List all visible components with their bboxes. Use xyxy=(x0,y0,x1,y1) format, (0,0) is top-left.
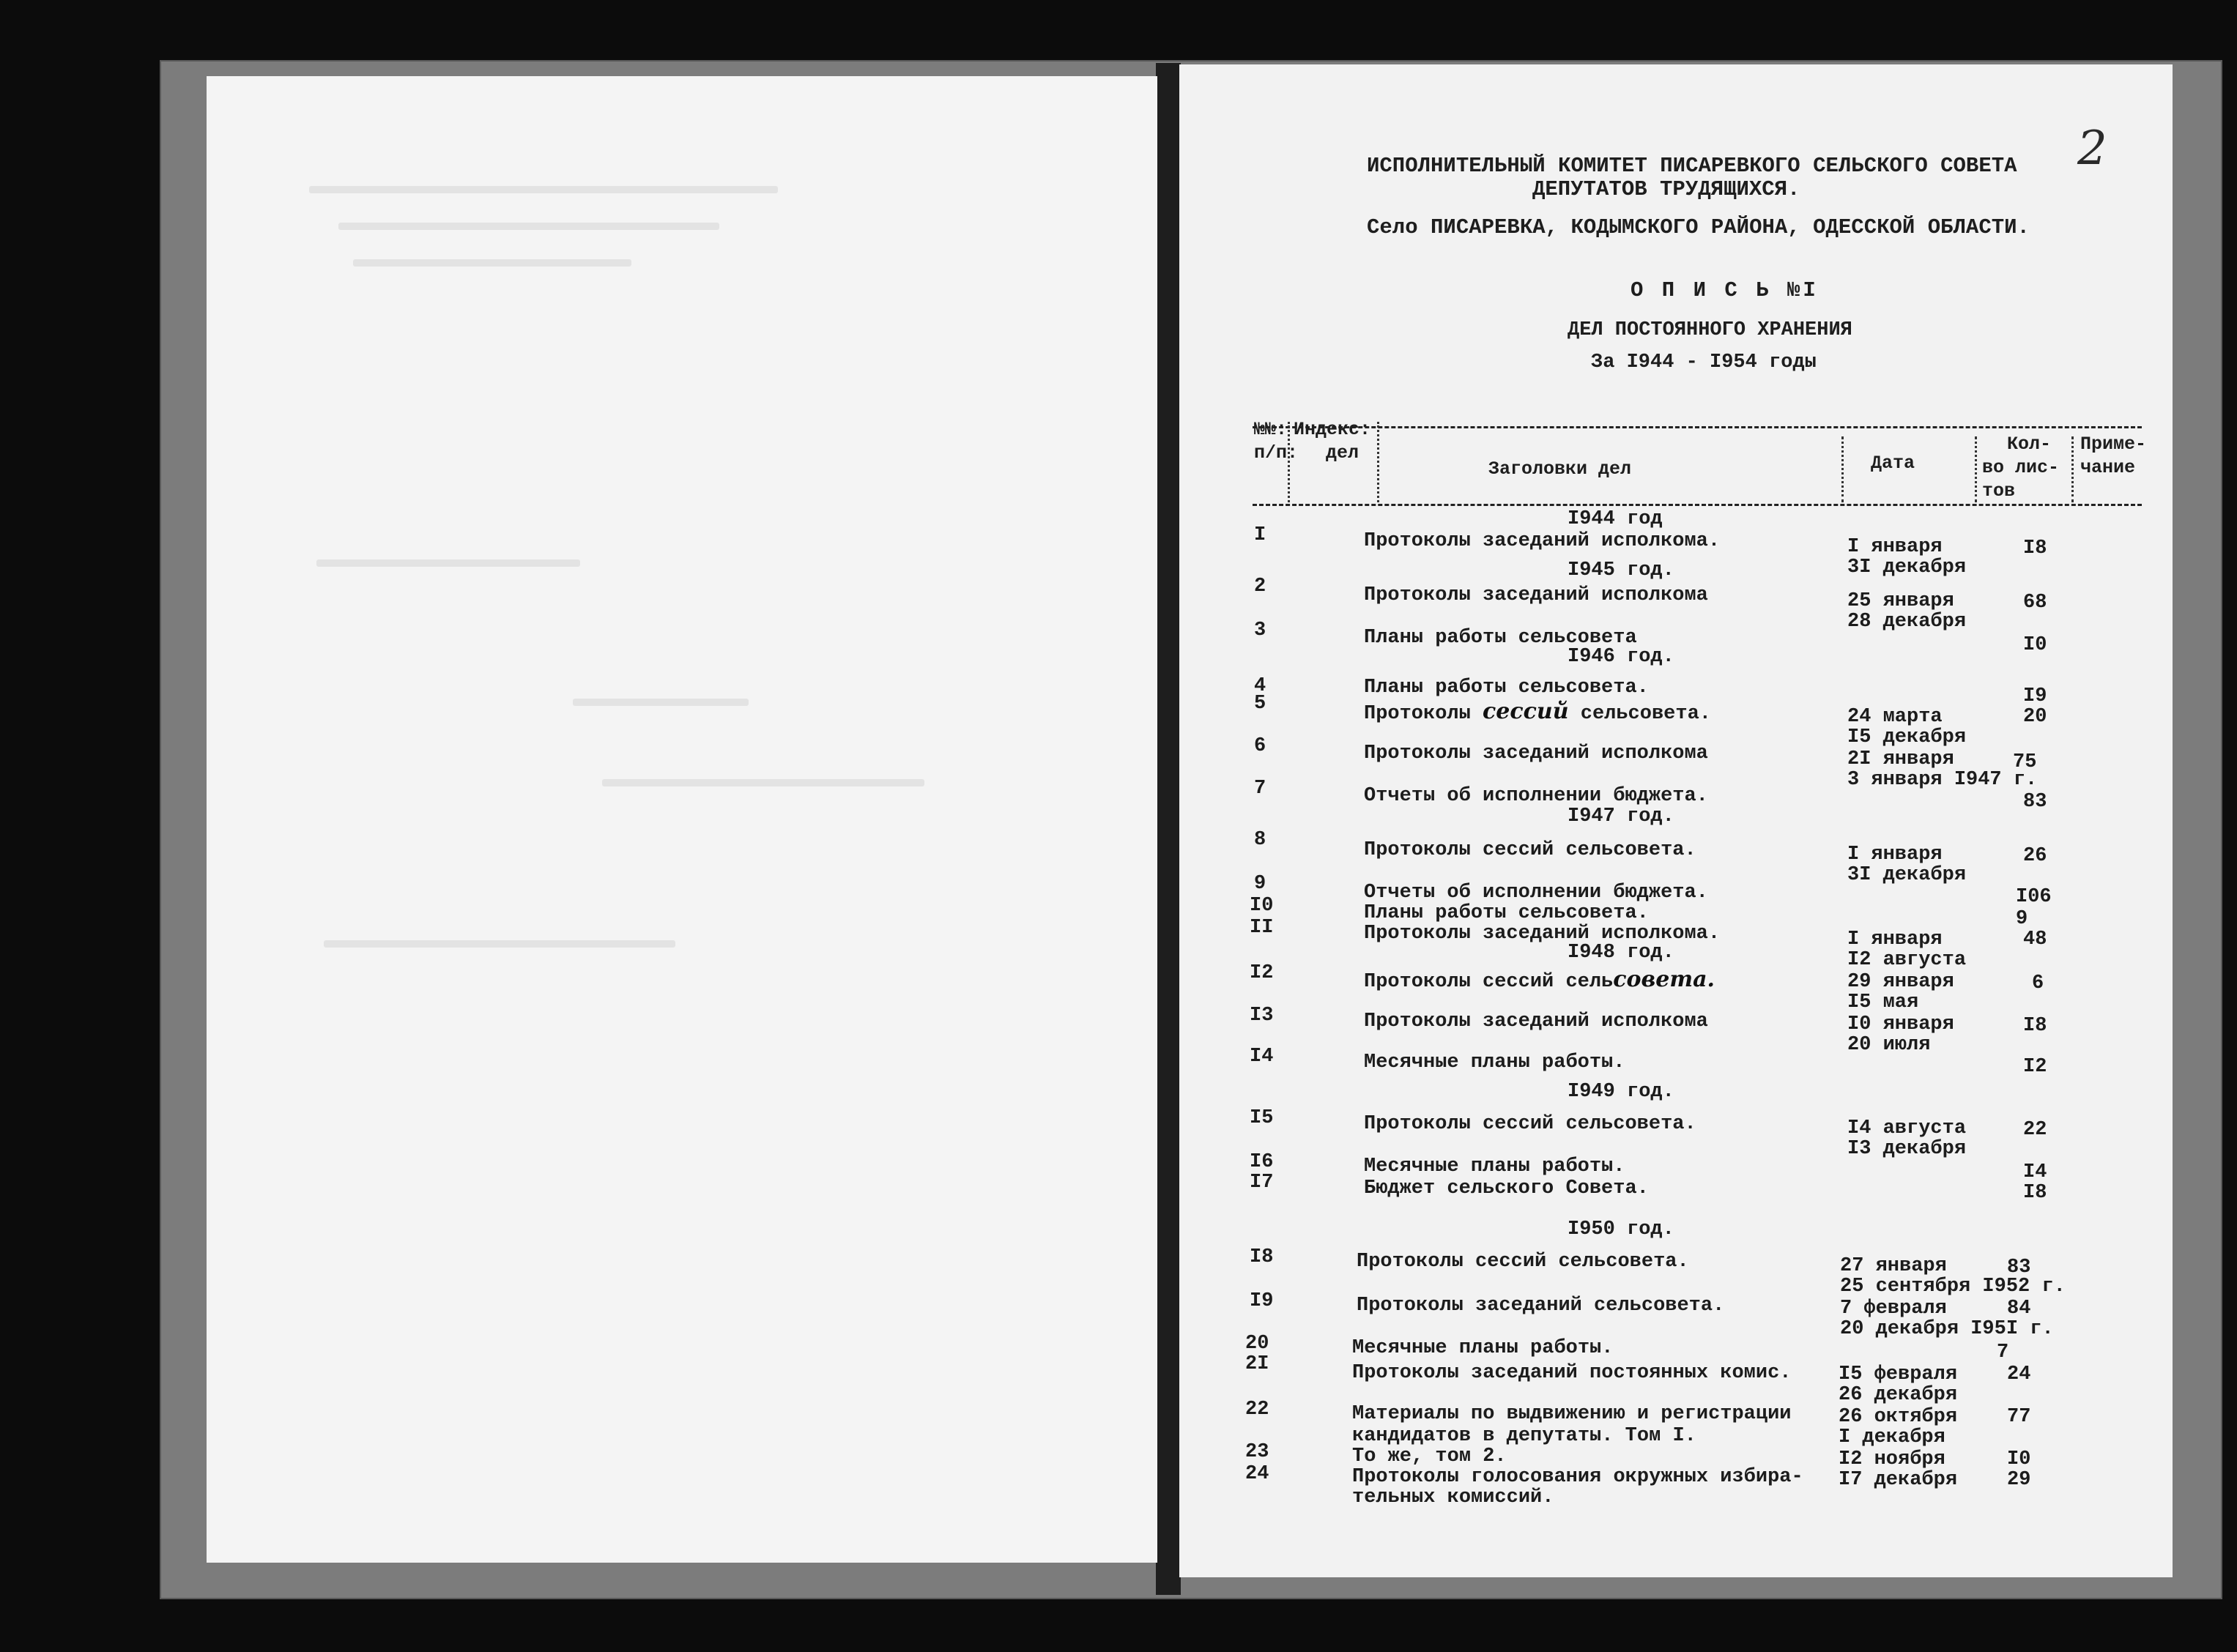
row-date-end: I5 мая xyxy=(1847,991,1919,1013)
row-date-end: I5 декабря xyxy=(1847,726,1967,748)
col-date-head: Дата xyxy=(1871,453,1915,474)
row-date-end: 26 декабря xyxy=(1839,1384,1958,1406)
row-sheet-count: 29 xyxy=(2007,1469,2031,1491)
row-title-continued: кандидатов в депутаты. Том I. xyxy=(1352,1425,1696,1447)
col-separator xyxy=(1841,436,1844,502)
bleed-through-mark xyxy=(316,559,580,567)
row-title-part: сельсовета. xyxy=(1568,703,1711,725)
left-page-blank xyxy=(207,76,1157,1563)
bleed-through-mark xyxy=(309,186,778,193)
row-title xyxy=(1364,699,1711,725)
year-heading: I950 год. xyxy=(1568,1218,1674,1240)
col-note-head-1: Приме- xyxy=(2080,434,2147,455)
row-number: 9 xyxy=(1254,873,1266,895)
row-sheet-count: 20 xyxy=(2023,706,2047,728)
row-date-start: 24 марта xyxy=(1847,706,1943,728)
row-date-start: I января xyxy=(1847,844,1943,866)
row-sheet-count: 83 xyxy=(2007,1257,2031,1279)
col-separator xyxy=(2071,436,2074,502)
binder-spine xyxy=(1156,63,1181,1595)
bleed-through-mark xyxy=(573,699,749,706)
row-date-end: I2 августа xyxy=(1847,949,1967,971)
row-number: 5 xyxy=(1254,693,1266,715)
row-title: Протоколы заседаний исполкома xyxy=(1364,743,1708,764)
row-date-start: I5 февраля xyxy=(1839,1363,1958,1385)
row-number: 20 xyxy=(1245,1333,1269,1355)
row-date-end: 3 января I947 г. xyxy=(1847,769,2038,791)
row-number: I7 xyxy=(1250,1172,1274,1194)
row-title: Протоколы сессий сельсовета. xyxy=(1364,839,1696,861)
row-title: Материалы по выдвижению и регистрации xyxy=(1352,1403,1792,1425)
row-number: 6 xyxy=(1254,735,1266,757)
row-date-start: 26 октября xyxy=(1839,1406,1958,1428)
header-line-1: ИСПОЛНИТЕЛЬНЫЙ КОМИТЕТ ПИСАРЕВКОГО СЕЛЬСКОГО СОВЕТА xyxy=(1367,154,2017,178)
col-index-head-2: дел xyxy=(1326,442,1359,464)
row-number: I4 xyxy=(1250,1046,1274,1068)
year-heading: I946 год. xyxy=(1568,646,1674,668)
row-title: Месячные планы работы. xyxy=(1364,1052,1625,1074)
row-date-start: I января xyxy=(1847,929,1943,950)
row-number: 24 xyxy=(1245,1463,1269,1485)
col-count-head-3: тов xyxy=(1982,480,2016,502)
row-date-end: 3I декабря xyxy=(1847,557,1967,578)
row-sheet-count: I2 xyxy=(2023,1056,2047,1078)
row-number: 2 xyxy=(1254,576,1266,598)
bleed-through-mark xyxy=(324,940,675,948)
row-number: I9 xyxy=(1250,1290,1274,1312)
row-sheet-count: 22 xyxy=(2023,1119,2047,1141)
row-number: 22 xyxy=(1245,1399,1269,1421)
row-title: Отчеты об исполнении бюджета. xyxy=(1364,882,1708,904)
bleed-through-mark xyxy=(602,779,924,786)
page-number: 2 xyxy=(2077,122,2107,176)
row-date-end: 20 июля xyxy=(1847,1034,1931,1056)
row-title: Бюджет сельского Совета. xyxy=(1364,1177,1649,1199)
document-subtitle: ДЕЛ ПОСТОЯННОГО ХРАНЕНИЯ xyxy=(1568,319,1852,341)
row-number: 7 xyxy=(1254,778,1266,800)
row-title-part: Протоколы сессий сель xyxy=(1364,971,1614,993)
row-title: Отчеты об исполнении бюджета. xyxy=(1364,785,1708,807)
row-date-start: I7 декабря xyxy=(1839,1469,1958,1491)
row-date-end: I3 декабря xyxy=(1847,1138,1967,1160)
row-sheet-count: 24 xyxy=(2007,1363,2031,1385)
row-sheet-count: 9 xyxy=(2016,908,2028,930)
col-index-head-1: Индекс: xyxy=(1294,419,1371,440)
row-title: Протоколы заседаний исполкома xyxy=(1364,584,1708,606)
row-number: I3 xyxy=(1250,1005,1274,1027)
row-sheet-count: I8 xyxy=(2023,1015,2047,1037)
row-date-end: 20 декабря I95I г. xyxy=(1840,1318,2054,1340)
row-title: Планы работы сельсовета. xyxy=(1364,902,1649,924)
row-date-start: 29 января xyxy=(1847,971,1954,993)
header-line-3: Село ПИСАРЕВКА, КОДЫМСКОГО РАЙОНА, ОДЕССКОЙ ОБЛАСТИ. xyxy=(1367,215,2030,239)
row-title: Протоколы заседаний постоянных комис. xyxy=(1352,1362,1792,1384)
bleed-through-mark xyxy=(338,223,719,230)
col-separator xyxy=(1377,422,1379,502)
row-sheet-count: I8 xyxy=(2023,537,2047,559)
year-heading: I945 год. xyxy=(1568,559,1674,581)
row-sheet-count: 84 xyxy=(2007,1298,2031,1320)
bleed-through-mark xyxy=(353,259,631,267)
row-date-end: 3I декабря xyxy=(1847,864,1967,886)
table-top-rule xyxy=(1253,426,2142,428)
row-date-end: I декабря xyxy=(1839,1426,1945,1448)
row-sheet-count: 77 xyxy=(2007,1406,2031,1428)
header-line-2: ДЕПУТАТОВ ТРУДЯЩИХСЯ. xyxy=(1532,177,1800,201)
row-number: 23 xyxy=(1245,1441,1269,1463)
col-number-head-2: п/п: xyxy=(1254,442,1299,464)
row-number: I5 xyxy=(1250,1107,1274,1129)
year-heading: I944 год xyxy=(1568,508,1663,530)
document-title: О П И С Ь №I xyxy=(1631,278,1819,302)
table-header-rule xyxy=(1253,504,2142,506)
col-title-head: Заголовки дел xyxy=(1488,458,1632,480)
row-sheet-count: I8 xyxy=(2023,1182,2047,1204)
row-number: 2I xyxy=(1245,1353,1269,1375)
row-number: 4 xyxy=(1254,675,1266,697)
row-number: I xyxy=(1254,524,1266,546)
row-date-start: I4 августа xyxy=(1847,1117,1967,1139)
col-note-head-2: чание xyxy=(2080,457,2136,478)
row-title: Протоколы заседаний сельсовета. xyxy=(1357,1295,1725,1317)
row-number: I6 xyxy=(1250,1151,1274,1173)
row-number: I8 xyxy=(1250,1246,1274,1268)
row-title: Месячные планы работы. xyxy=(1352,1337,1614,1359)
col-separator xyxy=(1288,422,1290,502)
col-count-head-1: Кол- xyxy=(2007,434,2052,455)
row-number: I2 xyxy=(1250,962,1274,984)
year-heading: I949 год. xyxy=(1568,1081,1674,1103)
row-date-end: 25 сентября I952 г. xyxy=(1840,1276,2066,1298)
row-sheet-count: I9 xyxy=(2023,685,2047,707)
row-title-continued: тельных комиссий. xyxy=(1352,1487,1554,1508)
row-sheet-count: I06 xyxy=(2016,886,2052,908)
row-title: Протоколы заседаний исполкома. xyxy=(1364,530,1721,552)
row-title: Протоколы заседаний исполкома. xyxy=(1364,923,1721,945)
row-date-start: 7 февраля xyxy=(1840,1298,1947,1320)
row-sheet-count: 83 xyxy=(2023,791,2047,813)
row-sheet-count: 6 xyxy=(2032,972,2044,994)
row-date-end: 28 декабря xyxy=(1847,611,1967,633)
row-title: Протоколы сессий сельсовета. xyxy=(1357,1251,1689,1273)
row-number: I0 xyxy=(1250,895,1274,917)
row-title: То же, том 2. xyxy=(1352,1446,1507,1467)
row-title: Протоколы сессий сельсовета. xyxy=(1364,1113,1696,1135)
year-heading: I947 год. xyxy=(1568,805,1674,827)
col-number-head-1: №№: xyxy=(1254,419,1288,440)
col-count-head-2: во лис- xyxy=(1982,457,2060,478)
row-sheet-count: I0 xyxy=(2023,634,2047,656)
row-date-start: I0 января xyxy=(1847,1013,1954,1035)
row-sheet-count: 26 xyxy=(2023,845,2047,867)
handwritten-correction: совета. xyxy=(1613,967,1715,992)
row-title: Планы работы сельсовета xyxy=(1364,627,1637,649)
row-title-part: Протоколы xyxy=(1364,703,1483,725)
row-date-start: 27 января xyxy=(1840,1255,1947,1277)
row-number: 3 xyxy=(1254,620,1266,641)
handwritten-correction: сессий xyxy=(1483,699,1569,724)
row-number: II xyxy=(1250,917,1274,939)
year-heading: I948 год. xyxy=(1568,942,1674,964)
row-date-start: I2 ноября xyxy=(1839,1448,1945,1470)
row-title: Протоколы голосования окружных избира- xyxy=(1352,1466,1803,1488)
row-title: Протоколы заседаний исполкома xyxy=(1364,1011,1708,1032)
row-number: 8 xyxy=(1254,829,1266,851)
row-sheet-count: 68 xyxy=(2023,592,2047,614)
row-date-start: 25 января xyxy=(1847,590,1954,612)
row-date-start: I января xyxy=(1847,536,1943,558)
row-title: Планы работы сельсовета. xyxy=(1364,677,1649,699)
row-sheet-count: 48 xyxy=(2023,929,2047,950)
row-sheet-count: I0 xyxy=(2007,1448,2031,1470)
row-sheet-count: I4 xyxy=(2023,1161,2047,1183)
row-sheet-count: 7 xyxy=(1997,1342,2009,1363)
col-separator xyxy=(1975,436,1977,502)
row-date-start: 2I января xyxy=(1847,748,1954,770)
row-title xyxy=(1364,967,1715,993)
document-period: За I944 - I954 годы xyxy=(1591,351,1817,373)
row-title: Месячные планы работы. xyxy=(1364,1156,1625,1177)
row-sheet-count: 75 xyxy=(2013,751,2037,773)
